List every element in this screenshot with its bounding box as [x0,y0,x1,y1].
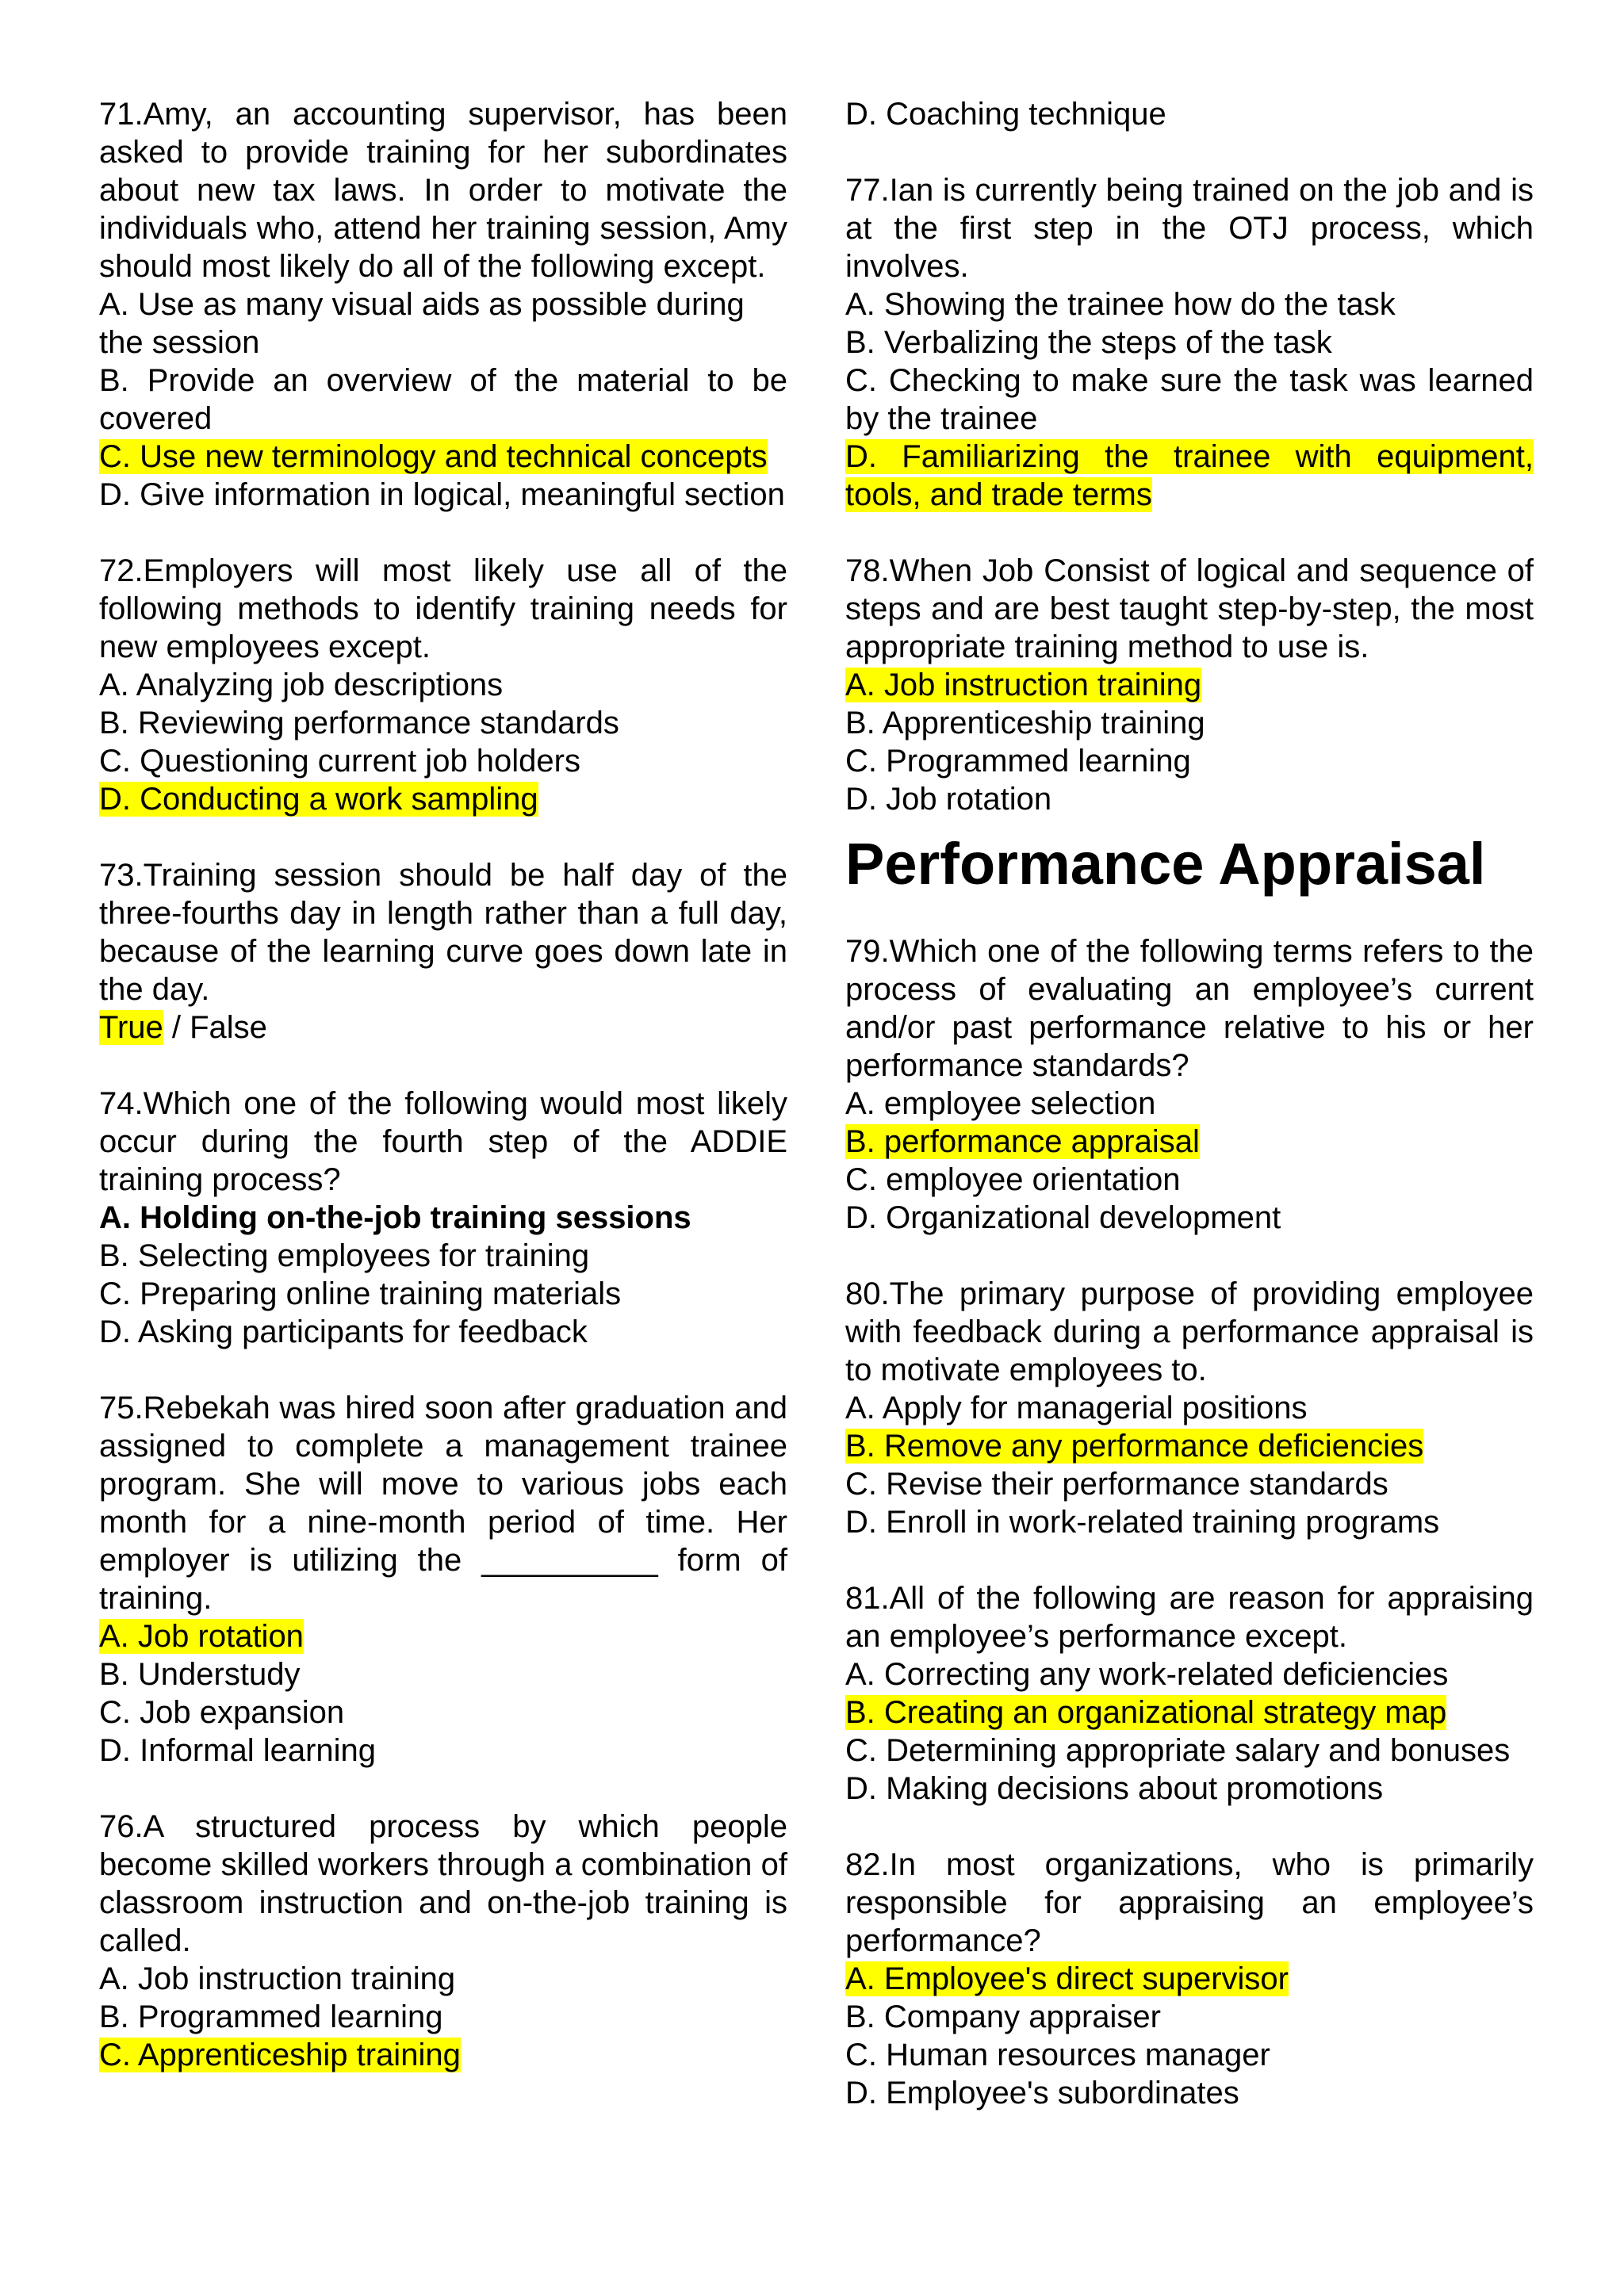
answer-highlight: D. Conducting a work sampling [99,782,538,817]
option-b: B. Understudy [99,1657,301,1692]
option-d-answer [845,438,1534,514]
question-78 [845,552,1534,818]
question-74 [99,1085,787,1351]
option-a: A. Job instruction training [99,1961,456,1996]
question-stem: 76.A structured process by which people become skilled workers through a combination of classroom instruction and on-the-job training is called. [99,1809,787,1958]
question-stem: 78.When Job Consist of logical and sequence of steps and are best taught step-by-step, the most appropriate training method to use is. [845,553,1534,664]
true-false-options [99,1008,787,1047]
answer-highlight: A. Job rotation [99,1619,304,1654]
question-stem: 71.Amy, an accounting supervisor, has been asked to provide training for her subordinates about new tax laws. In order to motivate the individuals who, attend her training session, Amy should most likely do all of the following except. [99,97,787,284]
option-c: C. Determining appropriate salary and bonuses [845,1733,1511,1768]
option-b: B. Reviewing performance standards [99,706,619,740]
question-stem: 72.Employers will most likely use all of the following methods to identify training needs for new employees except. [99,553,787,664]
option-d-answer [99,780,787,818]
option-a-answer: A. Holding on-the-job training sessions [99,1200,691,1235]
option-b: B. Programmed learning [99,1999,443,2034]
option-separator: / [163,1010,190,1045]
option-d: D. Coaching technique [845,97,1166,132]
option-a: A. employee selection [845,1086,1156,1121]
question-81 [845,1579,1534,1808]
option-c: C. employee orientation [845,1162,1181,1197]
option-d: D. Employee's subordinates [845,2076,1239,2110]
option-d: D. Organizational development [845,1200,1281,1235]
option-false: False [190,1010,267,1045]
option-d: D. Informal learning [99,1733,377,1768]
answer-highlight: A. Job instruction training [845,668,1202,702]
question-stem: 77.Ian is currently being trained on the job and is at the first step in the OTJ process, which involves. [845,173,1534,284]
answer-highlight: C. Apprenticeship training [99,2038,461,2072]
question-stem: 79.Which one of the following terms refers to the process of evaluating an employee’s current and/or past performance relative to his or her performance standards? [845,934,1534,1083]
option-a: A. Showing the trainee how do the task [845,287,1396,322]
option-b: B. Verbalizing the steps of the task [845,325,1332,360]
question-79 [845,932,1534,1237]
question-stem: 80.The primary purpose of providing employee with feedback during a performance appraisal is to motivate employees to. [845,1276,1534,1387]
option-b-answer [845,1123,1534,1161]
option-c-answer [99,2036,787,2074]
option-c: C. Questioning current job holders [99,744,580,779]
option-b-answer [845,1427,1534,1465]
question-72 [99,552,787,818]
option-a: A. Analyzing job descriptions [99,668,504,702]
option-a: A. Apply for managerial positions [845,1391,1308,1425]
option-d: D. Give information in logical, meaningful section [99,477,785,512]
option-d: D. Making decisions about promotions [845,1771,1384,1806]
answer-highlight: A. Employee's direct supervisor [845,1961,1289,1996]
question-71 [99,95,787,514]
answer-highlight: True [99,1010,163,1045]
option-c: C. Checking to make sure the task was learned by the trainee [845,363,1534,436]
answer-highlight: D. Familiarizing the trainee with equipment, tools, and trade terms [845,439,1534,512]
option-d: D. Asking participants for feedback [99,1314,588,1349]
option-c: C. Job expansion [99,1695,345,1730]
question-stem: 74.Which one of the following would most likely occur during the fourth step of the ADDIE training process? [99,1086,787,1197]
option-c: C. Revise their performance standards [845,1467,1388,1502]
option-b: B. Company appraiser [845,1999,1161,2034]
option-b: B. Provide an overview of the material to be covered [99,363,787,436]
answer-highlight: B. Remove any performance deficiencies [845,1429,1424,1464]
question-stem: 81.All of the following are reason for appraising an employee’s performance except. [845,1581,1534,1654]
option-a-answer [99,1617,787,1655]
section-title: Performance Appraisal [845,831,1486,897]
option-d: D. Job rotation [845,782,1052,817]
option-a: A. Use as many visual aids as possible during the session [99,287,745,360]
question-82 [845,1846,1534,2112]
option-c: C. Programmed learning [845,744,1191,779]
question-80 [845,1275,1534,1541]
question-76 [99,1808,787,2074]
left-column [99,95,787,2074]
option-b-answer [845,1693,1534,1732]
question-77 [845,171,1534,514]
question-stem: 73.Training session should be half day of the three-fourths day in length rather than a full day, because of the learning curve goes down late in the day. [99,858,787,1007]
answer-highlight: B. Creating an organizational strategy map [845,1695,1447,1730]
option-b: B. Apprenticeship training [845,706,1205,740]
option-d: D. Enroll in work-related training programs [845,1505,1440,1540]
option-c-answer [99,438,787,476]
option-b: B. Selecting employees for training [99,1238,590,1273]
answer-highlight: B. performance appraisal [845,1124,1200,1159]
option-a-answer [845,1960,1534,1998]
question-stem: 82.In most organizations, who is primarily responsible for appraising an employee’s performance? [845,1847,1534,1958]
answer-highlight: C. Use new terminology and technical concepts [99,439,768,474]
question-73 [99,856,787,1047]
option-a: A. Correcting any work-related deficiencies [845,1657,1449,1692]
right-column [845,95,1534,2112]
option-a-answer [845,666,1534,704]
question-75 [99,1389,787,1770]
option-c: C. Preparing online training materials [99,1276,622,1311]
option-c: C. Human resources manager [845,2038,1270,2072]
question-stem: 75.Rebekah was hired soon after graduation and assigned to complete a management trainee program. She will move to various jobs each month for a nine-month period of time. Her employer is utilizing the __________ form of training. [99,1391,787,1616]
